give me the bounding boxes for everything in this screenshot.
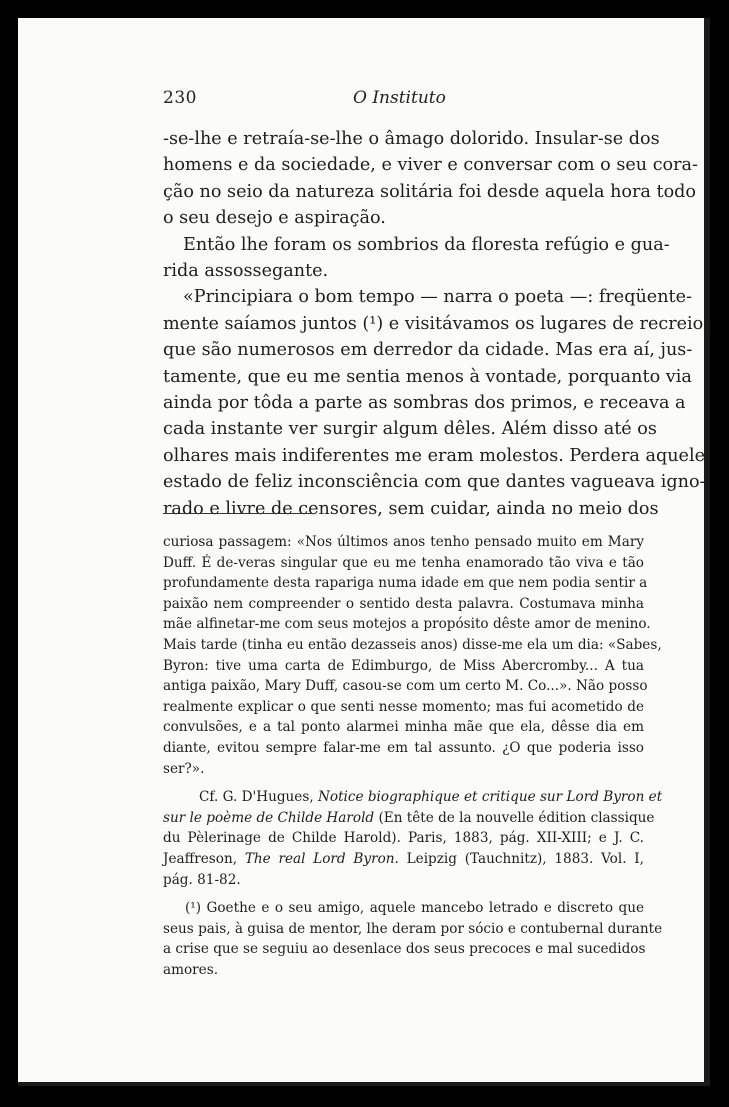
reference-title: Notice biographique et critique sur Lord Byron et: [317, 789, 663, 806]
footnote-divider: [163, 513, 313, 514]
text-line: Então lhe foram os sombrios da floresta refúgio e gua-: [183, 234, 670, 255]
footnote-line: Duff. É de-veras singular que eu me tenha enamorado tão viva e tão: [163, 554, 644, 571]
text-line: que são numerosos em derredor da cidade. Mas era aí, jus-: [163, 340, 693, 361]
reference-line: [163, 849, 644, 870]
reference-author: Jeaffreson,: [163, 850, 245, 867]
footnote-line: Byron: tive uma carta de Edimburgo, de Miss Abercromby... A tua: [163, 657, 644, 674]
reference-line: [163, 787, 663, 808]
reference-line: [163, 808, 655, 829]
footnote-line: paixão nem compreender o sentido desta palavra. Costumava minha: [163, 595, 644, 612]
footnote-line: a crise que se seguiu ao desenlace dos seus precoces e mal sucedidos: [163, 941, 646, 958]
reference-line: du Pèlerinage de Childe Harold). Paris, 1883, pág. XII-XIII; e J. C.: [163, 830, 644, 847]
footnote-line: convulsões, e a tal ponto alarmei minha mãe que ela, dêsse dia em: [163, 719, 644, 736]
text-line: estado de feliz inconsciência com que dantes vagueava igno-: [163, 472, 706, 493]
text-line: ção no seio da natureza solitária foi desde aquela hora todo: [163, 181, 697, 202]
page-number: 230: [163, 88, 197, 108]
text-line: cada instante ver surgir algum dêles. Além disso até os: [163, 419, 657, 440]
text-line: tamente, que eu me sentia menos à vontade, porquanto via: [163, 366, 692, 387]
reference-author: Cf. G. D'Hugues,: [199, 789, 318, 806]
footnote-line: seus pais, à guisa de mentor, lhe deram por sócio e contubernal durante: [163, 920, 663, 937]
footnote-line: realmente explicar o que senti nesse momento; mas fui acometido de: [163, 698, 644, 715]
text-line: ainda por tôda a parte as sombras dos primos, e receava a: [163, 393, 686, 414]
footnote-line: diante, evitou sempre falar-me em tal assunto. ¿O que poderia isso: [163, 739, 644, 756]
page-header: [163, 82, 643, 112]
reference-line: pág. 81-82.: [163, 871, 241, 888]
running-title: O Instituto: [353, 88, 446, 108]
book-page: [18, 18, 710, 1086]
text-line: homens e da sociedade, e viver e conversar com o seu cora-: [163, 155, 698, 176]
reference-text: Leipzig (Tauchnitz), 1883. Vol. I,: [398, 850, 644, 867]
text-line: o seu desejo e aspiração.: [163, 208, 386, 229]
footnote-line: Mais tarde (tinha eu então dezasseis anos) disse-me ela um dia: «Sabes,: [163, 636, 662, 653]
footnote-line: ser?».: [163, 760, 205, 777]
footnote-line: (¹) Goethe e o seu amigo, aquele mancebo letrado e discreto que: [185, 900, 644, 917]
reference-title: The real Lord Byron.: [244, 850, 399, 867]
text-line: «Principiara o bom tempo — narra o poeta —: freqüente-: [183, 287, 692, 308]
text-line: -se-lhe e retraía-se-lhe o âmago dolorido. Insular-se dos: [163, 129, 660, 149]
footnotes: [163, 532, 663, 980]
footnote-line: profundamente desta rapariga numa idade em que nem podia sentir a: [163, 575, 648, 592]
body-text: [163, 126, 709, 522]
footnote-line: curiosa passagem: «Nos últimos anos tenho pensado muito em Mary: [163, 534, 644, 550]
footnote-line: antiga paixão, Mary Duff, casou-se com um certo M. Co...». Não posso: [163, 678, 648, 695]
footnote-line: mãe alfinetar-me com seus motejos a propósito dêste amor de menino.: [163, 616, 651, 633]
text-line: olhares mais indiferentes me eram molestos. Perdera aquele: [163, 445, 705, 466]
reference-text: (En tête de la nouvelle édition classique: [374, 809, 655, 826]
text-line: rida assossegante.: [163, 261, 329, 282]
reference-title: sur le poème de Childe Harold: [163, 809, 375, 826]
footnote-line: amores.: [163, 961, 219, 978]
text-line: rado e livre de censores, sem cuidar, ainda no meio dos: [163, 498, 659, 519]
text-line: mente saíamos juntos (¹) e visitávamos os lugares de recreio,: [163, 313, 709, 334]
